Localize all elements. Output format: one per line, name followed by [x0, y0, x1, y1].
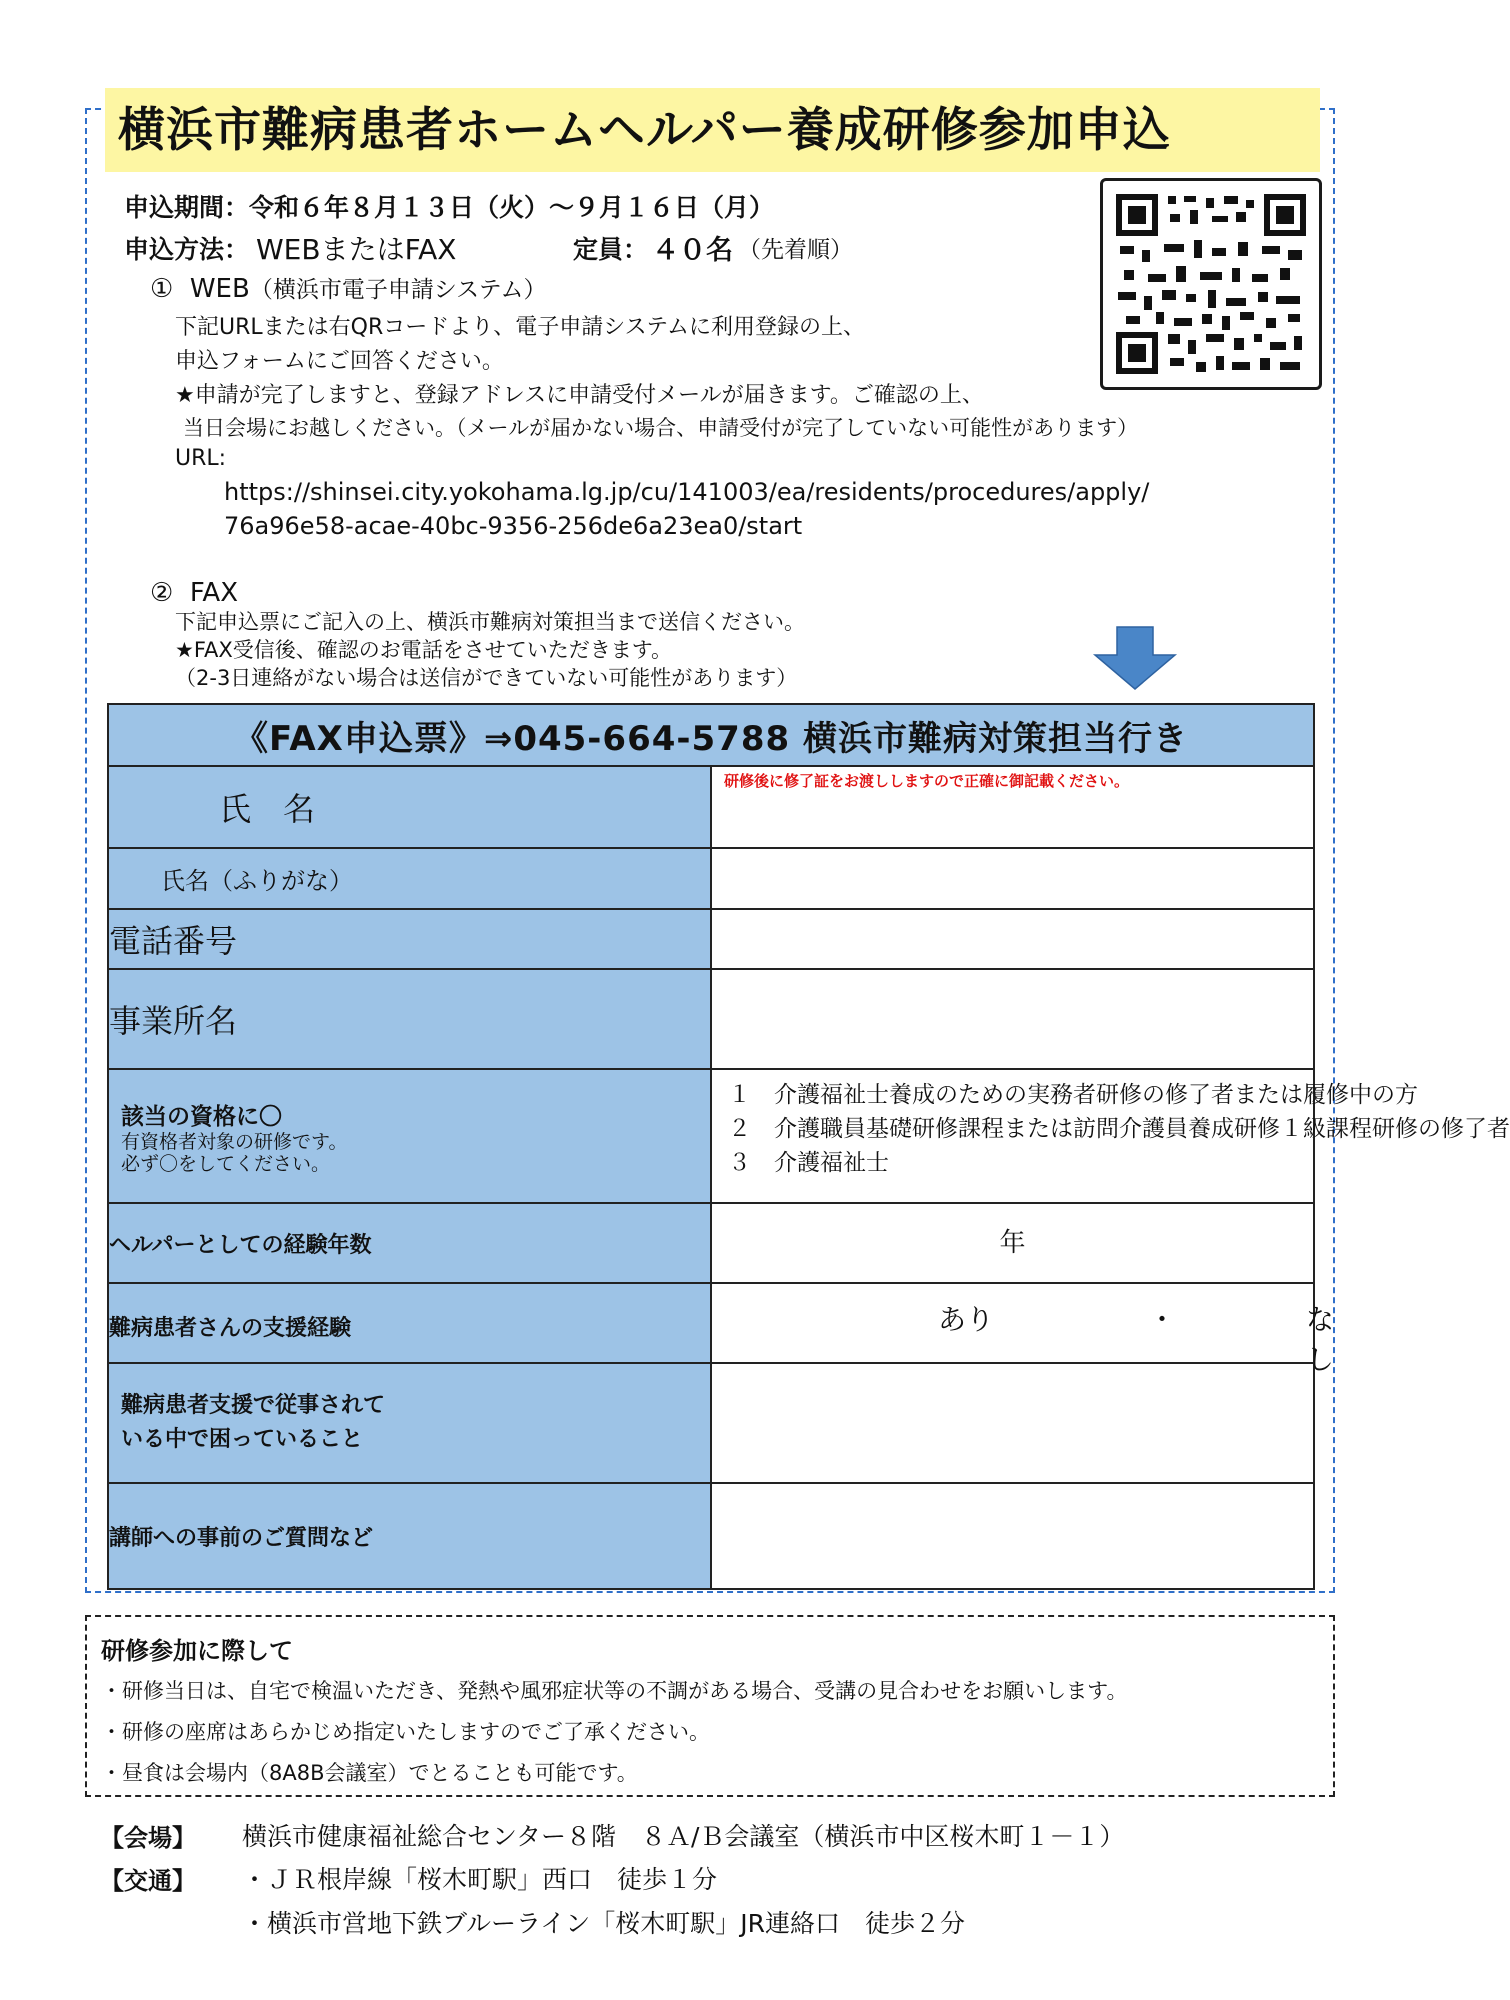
trouble-label-1: 難病患者支援で従事されて	[121, 1393, 386, 1418]
web-line-2: 申込フォームにご回答ください。	[175, 349, 504, 374]
name-field[interactable]	[711, 766, 1314, 848]
access-label: 【交通】	[100, 1867, 196, 1895]
capacity-note: （先着順）	[738, 237, 853, 263]
trouble-label-2: いる中で困っていること	[121, 1427, 364, 1452]
web-line-4: 当日会場にお越しください。（メールが届かない場合、申請受付が完了していない可能性があります）	[183, 416, 1139, 440]
capacity-value: ４０名	[652, 235, 733, 266]
web-url-line-2[interactable]: 76a96e58-acae-40bc-9356-256de6a23ea0/start	[224, 512, 803, 540]
furigana-label: 氏名（ふりがな）	[108, 848, 711, 909]
years-unit: 年	[999, 1228, 1026, 1258]
apply-period: 申込期間：令和６年８月１３日（火）～９月１６日（月）	[124, 193, 775, 222]
trouble-field[interactable]	[711, 1363, 1314, 1483]
office-label: 事業所名	[108, 969, 711, 1069]
years-field[interactable]	[711, 1203, 1314, 1283]
name-note: 研修後に修了証をお渡ししますので正確に御記載ください。	[724, 772, 1130, 790]
url-label: URL:	[175, 446, 227, 471]
web-line-1: 下記URLまたは右QRコードより、電子申請システムに利用登録の上、	[175, 315, 866, 340]
web-heading-sub: （横浜市電子申請システム）	[249, 277, 547, 303]
qr-code-icon[interactable]	[1116, 194, 1306, 374]
web-heading-label: WEB	[189, 274, 250, 304]
trouble-label-cell	[108, 1363, 711, 1483]
support-yes-option[interactable]: あり	[938, 1303, 995, 1336]
down-arrow-icon	[1095, 627, 1175, 689]
fax-heading-number: ②	[150, 578, 174, 608]
notice-item-2: ・研修の座席はあらかじめ指定いたしますのでご了承ください。	[101, 1720, 710, 1744]
venue-label: 【会場】	[100, 1824, 196, 1852]
access-line-1: ・ＪＲ根岸線「桜木町駅」西口 徒歩１分	[242, 1865, 718, 1894]
qualification-label: 該当の資格に〇	[121, 1103, 282, 1130]
office-field[interactable]	[711, 969, 1314, 1069]
phone-field[interactable]	[711, 909, 1314, 969]
fax-heading-label: FAX	[189, 578, 239, 608]
qualification-sub-2: 必ず〇をしてください。	[121, 1152, 331, 1175]
fax-heading	[150, 578, 238, 608]
furigana-field[interactable]	[711, 848, 1314, 909]
fax-application-form	[107, 703, 1510, 1590]
qualification-option-1[interactable]: １ 介護福祉士養成のための実務者研修の修了者または履修中の方	[728, 1082, 1418, 1108]
fax-line-3: （2-3日連絡がない場合は送信ができていない可能性があります）	[175, 666, 798, 690]
support-label: 難病患者さんの支援経験	[108, 1283, 711, 1363]
support-no-option[interactable]: なし	[1306, 1303, 1335, 1376]
support-field	[711, 1283, 1335, 1376]
phone-label: 電話番号	[108, 909, 711, 969]
qualification-options[interactable]	[711, 1069, 1510, 1203]
qualification-label-cell	[108, 1069, 711, 1203]
capacity-label: 定員：	[573, 235, 649, 264]
notice-item-3: ・昼食は会場内（8A8B会議室）でとることも可能です。	[101, 1761, 638, 1785]
notice-box	[85, 1615, 1335, 1797]
notice-item-1: ・研修当日は、自宅で検温いただき、発熱や風邪症状等の不調がある場合、受講の見合わせをお願いします。	[101, 1679, 1128, 1703]
question-label: 講師への事前のご質問など	[108, 1483, 711, 1589]
notice-heading: 研修参加に際して	[101, 1637, 293, 1665]
qualification-option-2[interactable]: ２ 介護職員基礎研修課程または訪問介護員養成研修１級課程研修の修了者	[728, 1116, 1510, 1142]
web-line-3: ★申請が完了しますと、登録アドレスに申請受付メールが届きます。ご確認の上、	[175, 383, 984, 408]
years-label: ヘルパーとしての経験年数	[108, 1203, 711, 1283]
page-title: 横浜市難病患者ホームヘルパー養成研修参加申込	[118, 103, 1171, 158]
question-field[interactable]	[711, 1483, 1314, 1589]
web-heading	[150, 271, 547, 304]
apply-method-label: 申込方法：	[124, 235, 250, 264]
qr-code-frame	[1100, 178, 1322, 390]
web-heading-number: ①	[150, 274, 174, 304]
fax-line-1: 下記申込票にご記入の上、横浜市難病対策担当まで送信ください。	[175, 610, 805, 634]
name-label: 氏 名	[108, 766, 711, 848]
web-url-line-1[interactable]: https://shinsei.city.yokohama.lg.jp/cu/141003/ea/residents/procedures/apply/	[224, 478, 1150, 506]
form-header: 《FAX申込票》⇒045-664-5788 横浜市難病対策担当行き	[108, 704, 1314, 766]
venue-value: 横浜市健康福祉総合センター８階 ８Ａ/Ｂ会議室（横浜市中区桜木町１－１）	[242, 1822, 1125, 1851]
qualification-sub-1: 有資格者対象の研修です。	[121, 1130, 348, 1153]
qualification-option-3[interactable]: ３ 介護福祉士	[728, 1150, 889, 1176]
support-separator: ・	[1148, 1303, 1177, 1336]
access-line-2: ・横浜市営地下鉄ブルーライン「桜木町駅」JR連絡口 徒歩２分	[242, 1909, 965, 1938]
fax-line-2: ★FAX受信後、確認のお電話をさせていただきます。	[175, 638, 673, 662]
apply-method-value: WEBまたはFAX	[256, 233, 457, 266]
